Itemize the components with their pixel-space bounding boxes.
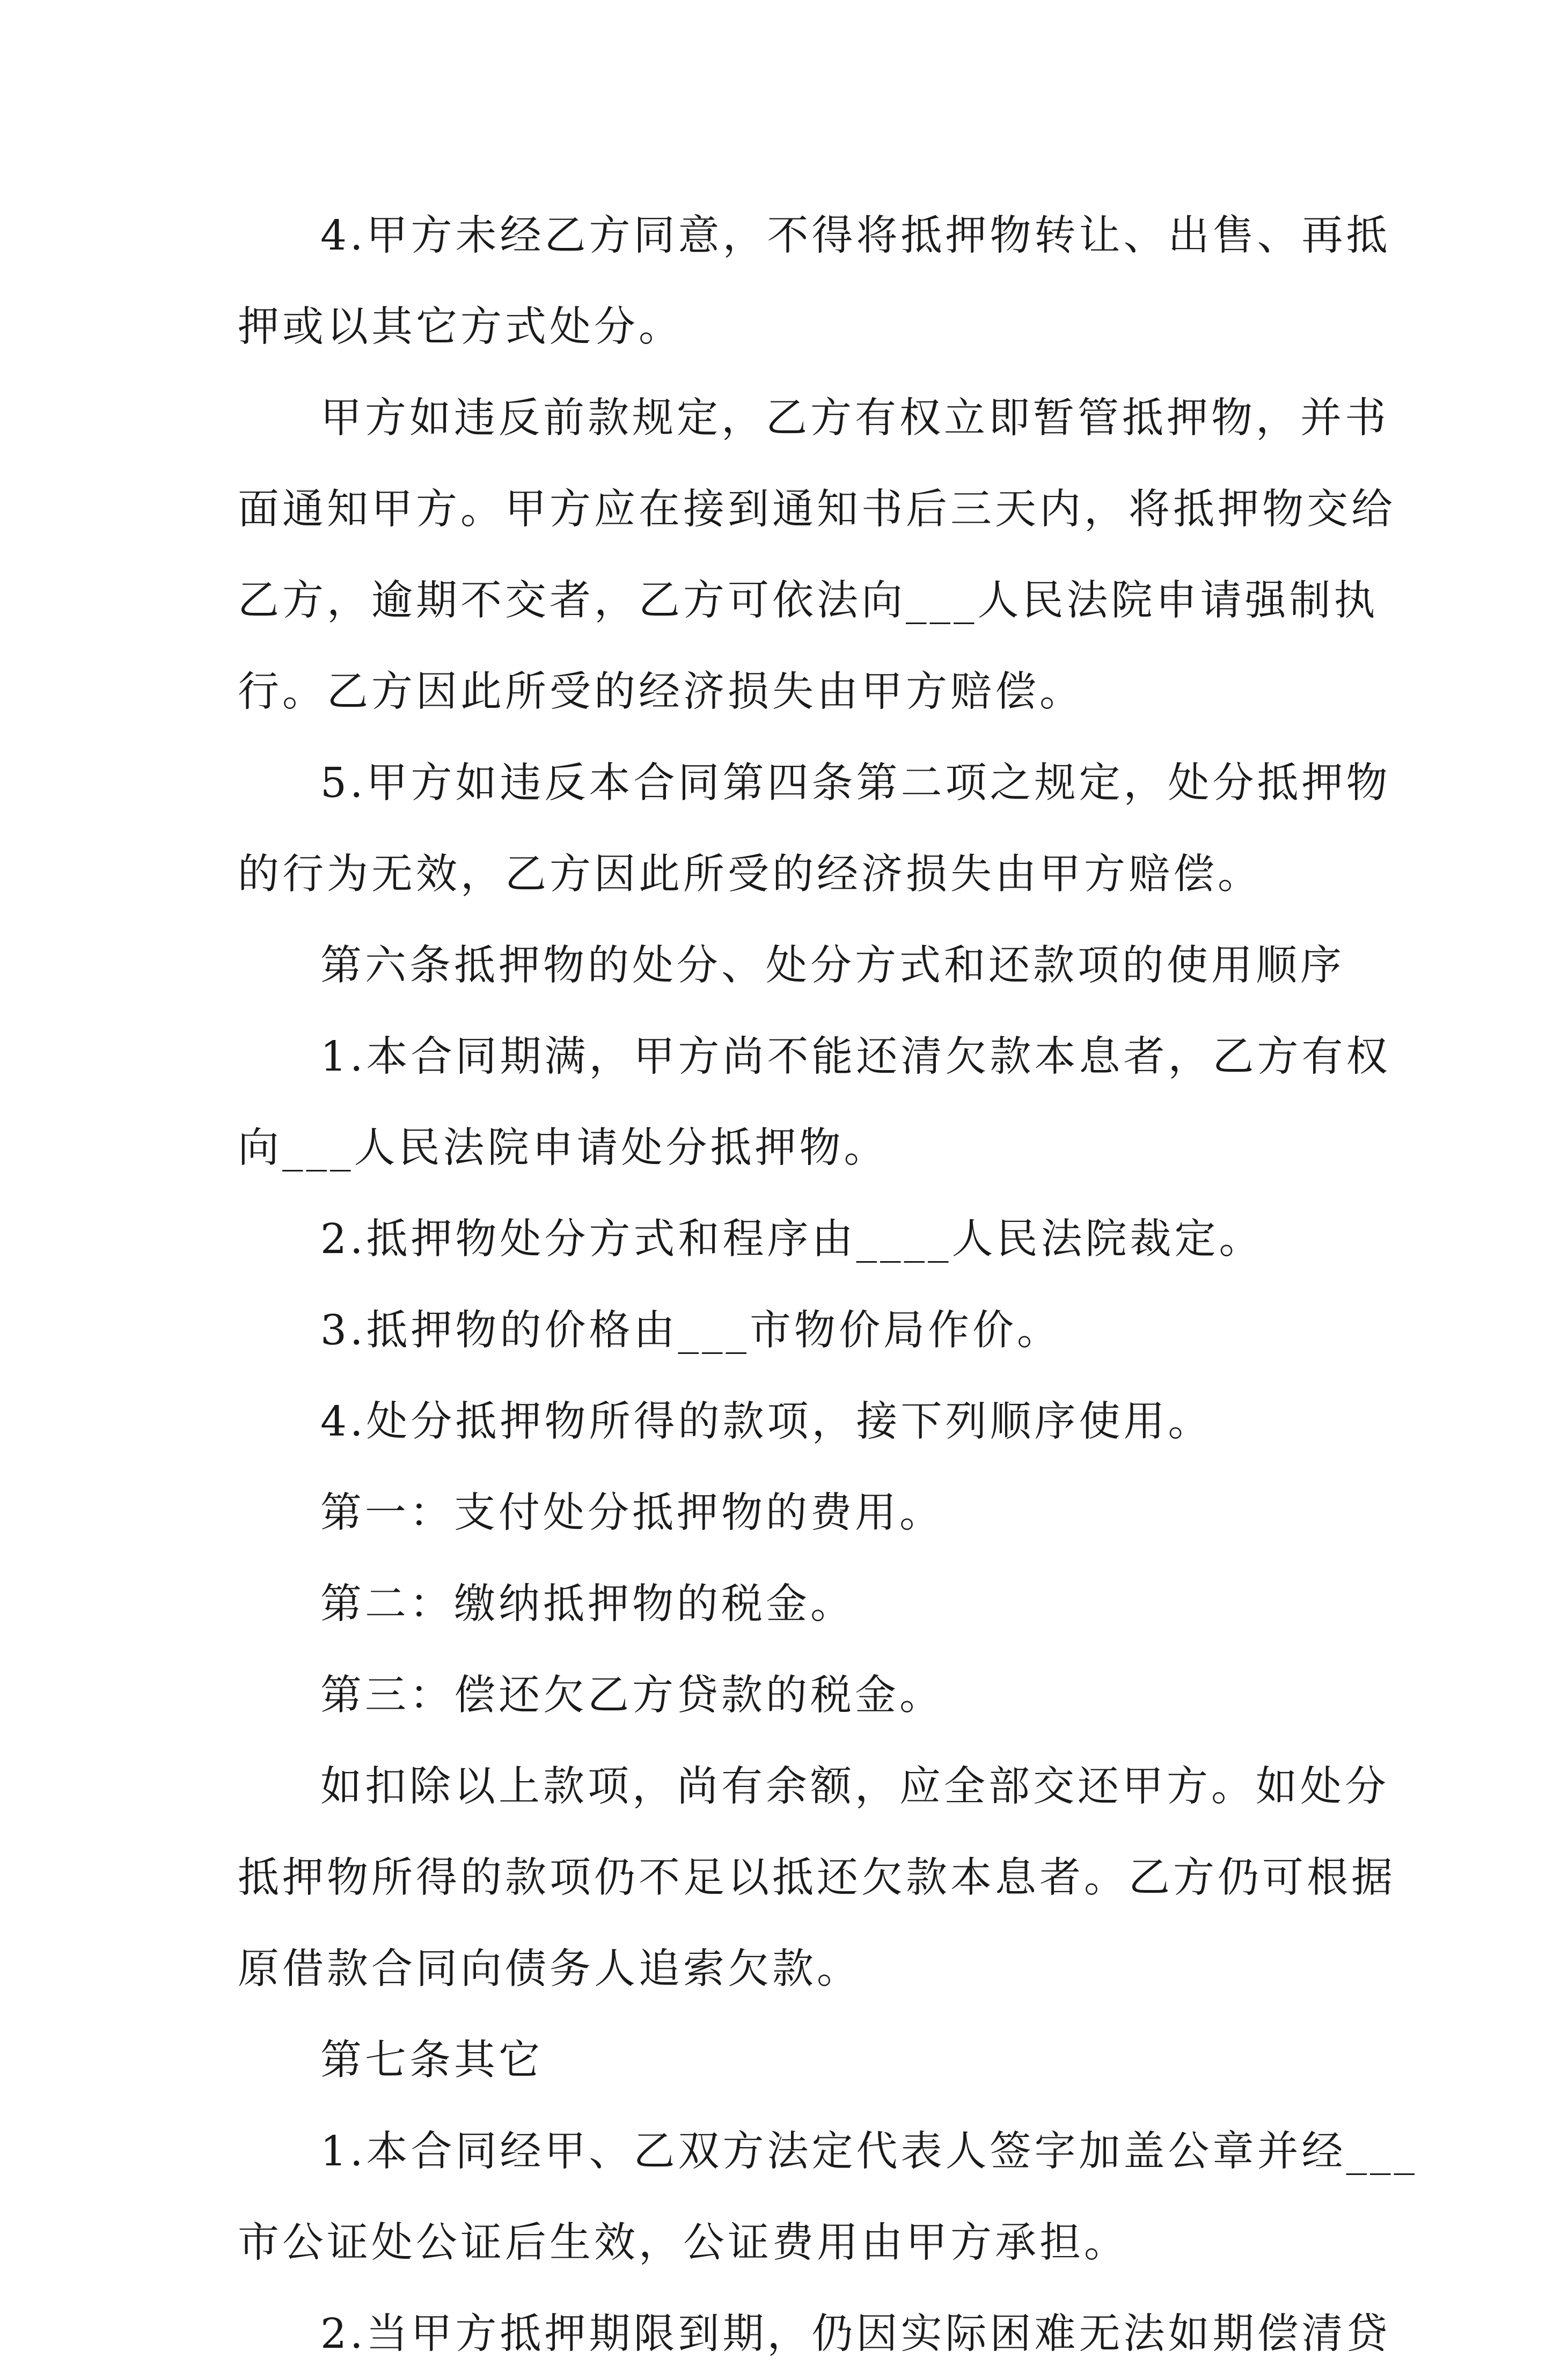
- document-line: 2.抵押物处分方式和程序由____人民法院裁定。: [320, 1215, 1264, 1263]
- document-line: 押或以其它方式处分。: [238, 303, 683, 351]
- document-line: 3.抵押物的价格由___市物价局作价。: [320, 1307, 1061, 1354]
- document-line: 如扣除以上款项，尚有余额，应全部交还甲方。如处分: [320, 1763, 1389, 1811]
- document-line: 4.甲方未经乙方同意，不得将抵押物转让、出售、再抵: [320, 212, 1391, 260]
- document-line: 第一：支付处分抵押物的费用。: [320, 1489, 944, 1537]
- document-line: 2.当甲方抵押期限到期，仍因实际困难无法如期偿清贷: [320, 2310, 1391, 2358]
- document-line: 第二：缴纳抵押物的税金。: [320, 1580, 855, 1628]
- document-line: 第七条其它: [320, 2037, 543, 2084]
- document-line: 甲方如违反前款规定，乙方有权立即暂管抵押物，并书: [320, 394, 1389, 442]
- document-line: 抵押物所得的款项仍不足以抵还欠款本息者。乙方仍可根据: [238, 1854, 1396, 1902]
- document-line: 乙方，逾期不交者，乙方可依法向___人民法院申请强制执: [238, 577, 1379, 625]
- document-line: 4.处分抵押物所得的款项，接下列顺序使用。: [320, 1398, 1213, 1446]
- document-line: 的行为无效，乙方因此所受的经济损失由甲方赔偿。: [238, 851, 1262, 898]
- document-line: 面通知甲方。甲方应在接到通知书后三天内，将抵押物交给: [238, 486, 1396, 533]
- document-line: 第三：偿还欠乙方贷款的税金。: [320, 1672, 944, 1719]
- document-body: [238, 191, 1418, 2380]
- document-line: 向___人民法院申请处分抵押物。: [238, 1124, 889, 1172]
- document-line: 原借款合同向债务人追索欠款。: [238, 1945, 861, 1993]
- document-line: 1.本合同期满，甲方尚不能还清欠款本息者，乙方有权: [320, 1033, 1391, 1081]
- document-line: 第六条抵押物的处分、处分方式和还款项的使用顺序: [320, 942, 1345, 990]
- document-line: 行。乙方因此所受的经济损失由甲方赔偿。: [238, 668, 1084, 716]
- document-line: 1.本合同经甲、乙双方法定代表人签字加盖公章并经___: [320, 2128, 1418, 2176]
- document-line: 市公证处公证后生效，公证费用由甲方承担。: [238, 2219, 1129, 2267]
- document-line: 5.甲方如违反本合同第四条第二项之规定，处分抵押物: [320, 759, 1391, 807]
